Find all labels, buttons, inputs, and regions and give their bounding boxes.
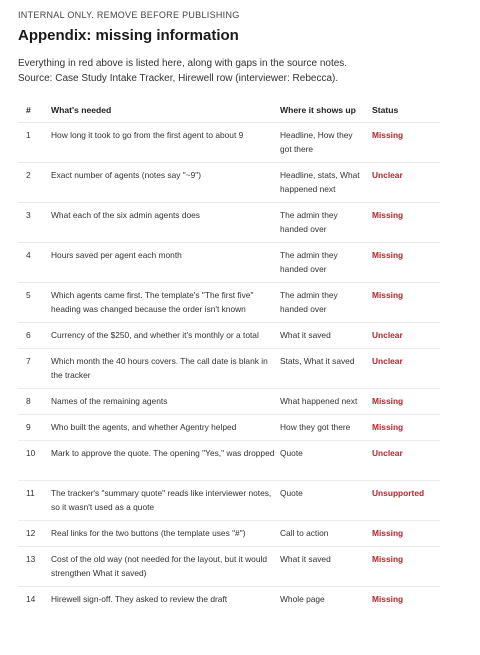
row-number: 11: [26, 488, 35, 498]
table-row: [18, 480, 440, 520]
status-badge: Unclear: [372, 356, 403, 366]
row-location: Headline, How they got there: [280, 130, 353, 154]
row-need: The tracker's "summary quote" reads like interviewer notes, so it wasn't used as a quote: [51, 488, 272, 512]
column-header-need: What's needed: [51, 105, 112, 115]
row-number: 7: [26, 356, 31, 366]
row-number: 2: [26, 170, 31, 180]
row-location: Headline, stats, What happened next: [280, 170, 360, 194]
status-badge: Unsupported: [372, 488, 425, 498]
row-need: Cost of the old way (not needed for the layout, but it would strengthen What it saved): [51, 554, 268, 578]
page-title: Appendix: missing information: [18, 27, 239, 44]
row-location: What it saved: [280, 554, 331, 564]
row-need: Names of the remaining agents: [51, 396, 168, 406]
row-location: Quote: [280, 448, 303, 458]
row-location: What it saved: [280, 330, 331, 340]
row-location: Stats, What it saved: [280, 356, 355, 366]
table-row: [18, 414, 440, 440]
row-location: The admin they handed over: [280, 210, 338, 234]
row-number: 9: [26, 422, 31, 432]
row-number: 8: [26, 396, 31, 406]
row-need: Exact number of agents (notes say "~9"): [51, 170, 202, 180]
row-number: 10: [26, 448, 36, 458]
row-number: 5: [26, 290, 31, 300]
status-badge: Missing: [372, 130, 404, 140]
table-row: [18, 242, 440, 282]
status-badge: Unclear: [372, 170, 403, 180]
row-need: How long it took to go from the first agent to about 9: [51, 130, 244, 140]
row-need: Which month the 40 hours covers. The call date is blank in the tracker: [51, 356, 268, 380]
row-need: Real links for the two buttons (the template uses "#"): [51, 528, 246, 538]
table-body: [18, 122, 440, 612]
intro-paragraph: Everything in red above is listed here, along with gaps in the source notes. Source: Case Study Intake Tracker, Hirewell row (interviewer: Rebecca).: [18, 58, 348, 84]
status-badge: Missing: [372, 422, 404, 432]
column-header-number: #: [26, 105, 31, 115]
table-row: [18, 348, 440, 388]
row-need: Hirewell sign-off. They asked to review the draft: [51, 594, 228, 604]
row-location: Call to action: [280, 528, 329, 538]
table-header: [18, 96, 440, 122]
status-badge: Missing: [372, 594, 404, 604]
row-number: 4: [26, 250, 31, 260]
status-badge: Missing: [372, 210, 404, 220]
table-row: [18, 162, 440, 202]
status-badge: Missing: [372, 396, 404, 406]
row-need: Mark to approve the quote. The opening "Yes," was dropped: [51, 448, 275, 458]
status-badge: Missing: [372, 250, 404, 260]
row-location: How they got there: [280, 422, 351, 432]
table-row: [18, 546, 440, 586]
status-badge: Unclear: [372, 330, 403, 340]
row-location: Whole page: [280, 594, 325, 604]
row-need: What each of the six admin agents does: [51, 210, 200, 220]
status-badge: Missing: [372, 528, 404, 538]
row-number: 1: [26, 130, 31, 140]
row-need: Who built the agents, and whether Agentry helped: [51, 422, 237, 432]
table-row: [18, 122, 440, 162]
table-row: [18, 202, 440, 242]
row-number: 6: [26, 330, 31, 340]
row-location: The admin they handed over: [280, 250, 338, 274]
row-location: What happened next: [280, 396, 358, 406]
row-need: Currency of the $250, and whether it's monthly or a total: [51, 330, 259, 340]
row-location: Quote: [280, 488, 303, 498]
status-badge: Missing: [372, 554, 404, 564]
row-number: 13: [26, 554, 36, 564]
table-row: [18, 586, 440, 612]
row-need: Hours saved per agent each month: [51, 250, 182, 260]
row-location: The admin they handed over: [280, 290, 338, 314]
column-header-where: Where it shows up: [280, 105, 356, 115]
status-badge: Unclear: [372, 448, 403, 458]
internal-notice: INTERNAL ONLY. REMOVE BEFORE PUBLISHING: [18, 10, 240, 20]
missing-info-table: [18, 96, 440, 612]
table-row: [18, 388, 440, 414]
row-need: Which agents came first. The template's "The first five" heading was changed because the order isn't known: [51, 290, 254, 314]
table-row: [18, 520, 440, 546]
column-header-status: Status: [372, 105, 399, 115]
status-badge: Missing: [372, 290, 404, 300]
row-number: 3: [26, 210, 31, 220]
row-number: 14: [26, 594, 36, 604]
table-row: [18, 282, 440, 322]
row-number: 12: [26, 528, 36, 538]
table-row: [18, 440, 440, 480]
table-row: [18, 322, 440, 348]
